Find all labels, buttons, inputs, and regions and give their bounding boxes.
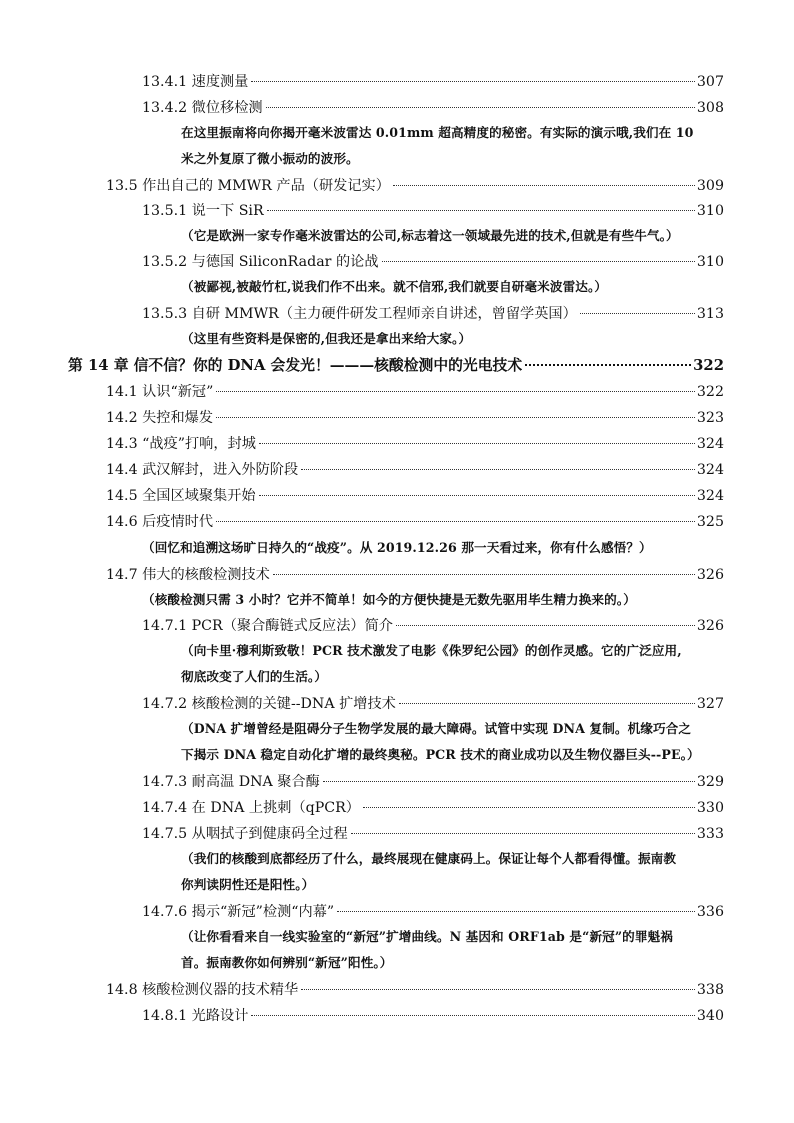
toc-entry-label: 14.8.1 光路设计 xyxy=(142,1008,249,1024)
toc-note: （DNA 扩增曾经是阻碍分子生物学发展的最大障碍。试管中实现 DNA 复制。机缘巧合之 xyxy=(181,721,692,736)
toc-entry-13-5-2[interactable] xyxy=(142,250,724,274)
toc-page-number: 322 xyxy=(693,357,724,374)
toc-entry-14-7-1[interactable] xyxy=(142,614,724,638)
toc-chapter-14[interactable] xyxy=(68,354,724,378)
toc-entry-label: 13.5.3 自研 MMWR（主力硬件研发工程师亲自讲述，曾留学英国） xyxy=(142,306,577,322)
toc-entry-label: 14.8 核酸检测仪器的技术精华 xyxy=(106,982,299,998)
toc-note: 彻底改变了人们的生活。） xyxy=(181,669,328,684)
toc-entry-13-4-2[interactable] xyxy=(142,96,724,120)
toc-page-number: 324 xyxy=(696,462,724,478)
dot-leader xyxy=(216,521,695,522)
toc-note: （向卡里·穆利斯致敬！PCR 技术激发了电影《侏罗纪公园》的创作灵感。它的广泛应用, xyxy=(181,643,682,658)
dot-leader xyxy=(251,1015,695,1016)
toc-note: （它是欧洲一家专作毫米波雷达的公司,标志着这一领域最先进的技术,但就是有些牛气。） xyxy=(181,228,679,243)
toc-note: 你判读阴性还是阳性。） xyxy=(181,877,315,892)
toc-entry-label: 13.4.1 速度测量 xyxy=(142,74,249,90)
toc-note: 下揭示 DNA 稳定自动化扩增的最终奥秘。PCR 技术的商业成功以及生物仪器巨头--PE。） xyxy=(181,747,700,762)
toc-entry-14-6[interactable] xyxy=(106,510,724,534)
toc-entry-label: 14.5 全国区域聚集开始 xyxy=(106,488,256,504)
toc-note: 首。振南教你如何辨别“新冠”阳性。） xyxy=(181,955,393,970)
toc-note: （回忆和追溯这场旷日持久的“战疫”。从 2019.12.26 那一天看过来，你有什么感悟？） xyxy=(142,540,652,555)
toc-entry-14-1[interactable] xyxy=(106,380,724,404)
dot-leader xyxy=(301,469,695,470)
dot-leader xyxy=(259,443,695,444)
toc-page-number: 322 xyxy=(696,384,724,400)
toc-entry-14-7-6[interactable] xyxy=(142,900,724,924)
toc-entry-label: 14.7.3 耐高温 DNA 聚合酶 xyxy=(142,774,320,790)
dot-leader xyxy=(399,703,695,704)
toc-entry-label: 14.7.4 在 DNA 上挑刺（qPCR） xyxy=(142,800,360,816)
toc-note: （我们的核酸到底都经历了什么，最终展现在健康码上。保证让每个人都看得懂。振南教 xyxy=(181,851,677,866)
toc-page-number: 308 xyxy=(696,100,724,116)
toc-page-number: 310 xyxy=(696,254,724,270)
dot-leader xyxy=(267,210,695,211)
toc-note: （被鄙视,被敲竹杠,说我们作不出来。就不信邪,我们就要自研毫米波雷达。） xyxy=(181,279,608,294)
toc-note: （这里有些资料是保密的,但我还是拿出来给大家。） xyxy=(181,331,472,346)
toc-entry-label: 13.4.2 微位移检测 xyxy=(142,100,263,116)
toc-entry-label: 13.5 作出自己的 MMWR 产品（研发记实） xyxy=(106,178,390,194)
toc-entry-14-4[interactable] xyxy=(106,458,724,482)
dot-leader xyxy=(337,911,695,912)
toc-page-number: 327 xyxy=(696,696,724,712)
dot-leader xyxy=(396,625,695,626)
toc-entry-14-7-3[interactable] xyxy=(142,770,724,794)
toc-page-number: 333 xyxy=(696,826,724,842)
toc-entry-14-7-2[interactable] xyxy=(142,692,724,716)
dot-leader xyxy=(301,989,695,990)
dot-leader xyxy=(580,313,695,314)
toc-entry-14-5[interactable] xyxy=(106,484,724,508)
toc-page-number: 336 xyxy=(696,904,724,920)
toc-entry-label: 14.7.1 PCR（聚合酶链式反应法）简介 xyxy=(142,618,393,634)
toc-page-number: 324 xyxy=(696,488,724,504)
toc-page-number: 340 xyxy=(696,1008,724,1024)
toc-entry-14-7-5[interactable] xyxy=(142,822,724,846)
toc-entry-label: 14.3 “战疫”打响，封城 xyxy=(106,436,256,452)
dot-leader xyxy=(323,781,695,782)
toc-page-number: 310 xyxy=(696,203,724,219)
toc-entry-13-4-1[interactable] xyxy=(142,70,724,94)
toc-entry-label: 14.1 认识“新冠” xyxy=(106,384,214,400)
toc-note: （核酸检测只需 3 小时？它并不简单！如今的方便快捷是无数先驱用毕生精力换来的。） xyxy=(142,592,636,607)
toc-page-number: 313 xyxy=(696,306,724,322)
dot-leader xyxy=(251,81,695,82)
dot-leader xyxy=(259,495,695,496)
dot-leader xyxy=(525,364,691,366)
toc-entry-label: 13.5.1 说一下 SiR xyxy=(142,203,264,219)
toc-entry-13-5-1[interactable] xyxy=(142,199,724,223)
toc-entry-13-5-3[interactable] xyxy=(142,302,724,326)
toc-page-number: 307 xyxy=(696,74,724,90)
toc-entry-14-2[interactable] xyxy=(106,406,724,430)
toc-page-number: 323 xyxy=(696,410,724,426)
toc-entry-14-8[interactable] xyxy=(106,978,724,1002)
dot-leader xyxy=(216,417,695,418)
toc-entry-label: 14.7 伟大的核酸检测技术 xyxy=(106,567,270,583)
dot-leader xyxy=(363,807,695,808)
toc-page-number: 326 xyxy=(696,618,724,634)
toc-entry-label: 13.5.2 与德国 SiliconRadar 的论战 xyxy=(142,254,379,270)
toc-page-number: 338 xyxy=(696,982,724,998)
dot-leader xyxy=(382,261,695,262)
dot-leader xyxy=(216,391,695,392)
toc-entry-label: 第 14 章 信不信？你的 DNA 会发光！———核酸检测中的光电技术 xyxy=(68,357,523,374)
toc-note: 在这里振南将向你揭开毫米波雷达 0.01mm 超高精度的秘密。有实际的演示哦,我们在 10 xyxy=(181,125,694,140)
toc-page-number: 330 xyxy=(696,800,724,816)
dot-leader xyxy=(273,574,695,575)
toc-entry-label: 14.2 失控和爆发 xyxy=(106,410,214,426)
dot-leader xyxy=(393,185,695,186)
toc-entry-label: 14.4 武汉解封，进入外防阶段 xyxy=(106,462,299,478)
toc-entry-13-5[interactable] xyxy=(106,174,724,198)
toc-entry-label: 14.7.5 从咽拭子到健康码全过程 xyxy=(142,826,348,842)
toc-page-number: 325 xyxy=(696,514,724,530)
toc-page-number: 326 xyxy=(696,567,724,583)
toc-note: （让你看看来自一线实验室的“新冠”扩增曲线。N 基因和 ORF1ab 是“新冠”的罪魁祸 xyxy=(181,929,673,944)
toc-note: 米之外复原了微小振动的波形。 xyxy=(181,151,359,166)
toc-page-number: 329 xyxy=(696,774,724,790)
dot-leader xyxy=(266,107,695,108)
toc-entry-14-7[interactable] xyxy=(106,563,724,587)
toc-entry-label: 14.6 后疫情时代 xyxy=(106,514,214,530)
dot-leader xyxy=(351,833,695,834)
toc-entry-14-8-1[interactable] xyxy=(142,1004,724,1028)
toc-entry-label: 14.7.6 揭示“新冠”检测“内幕” xyxy=(142,904,335,920)
toc-entry-14-7-4[interactable] xyxy=(142,796,724,820)
toc-page-number: 324 xyxy=(696,436,724,452)
toc-page-number: 309 xyxy=(696,178,724,194)
toc-entry-14-3[interactable] xyxy=(106,432,724,456)
toc-entry-label: 14.7.2 核酸检测的关键--DNA 扩增技术 xyxy=(142,696,396,712)
